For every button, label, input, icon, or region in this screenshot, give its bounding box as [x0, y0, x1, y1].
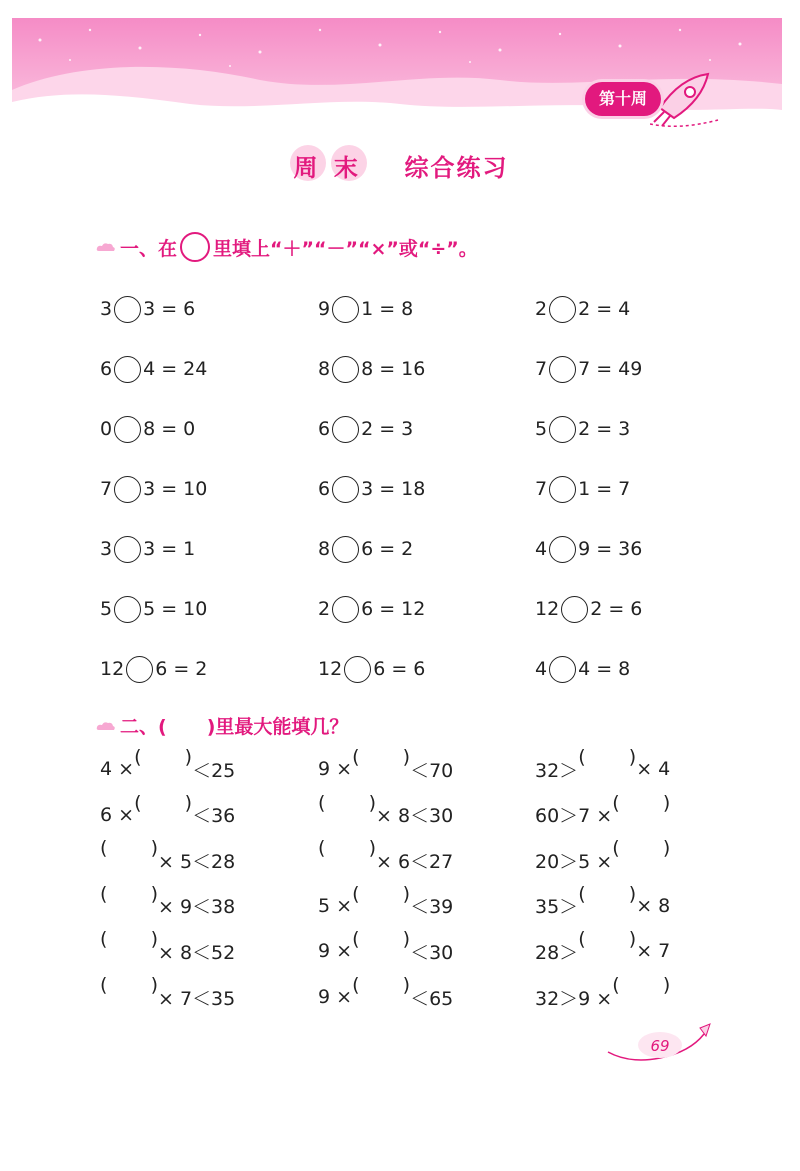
- operator-equation: [535, 294, 630, 324]
- page-title: [0, 148, 800, 183]
- operator-equation: [318, 474, 425, 504]
- answer-blank-paren[interactable]: [318, 804, 376, 826]
- answer-blank-paren[interactable]: [100, 849, 158, 871]
- equation-row: [0, 534, 800, 564]
- operand-right: 8 = 16: [361, 358, 426, 380]
- expression-prefix: 60＞7 ×: [535, 805, 613, 828]
- operator-equation: [535, 354, 642, 384]
- expression-prefix: 20＞5 ×: [535, 850, 613, 873]
- operand-left: 6: [100, 358, 113, 380]
- operator-equation: [535, 414, 630, 444]
- expression-suffix: ＜65: [410, 987, 454, 1010]
- answer-blank-paren[interactable]: [100, 986, 158, 1008]
- operator-blank-circle[interactable]: [114, 296, 141, 323]
- answer-blank-paren[interactable]: [318, 849, 376, 871]
- operand-right: 1 = 8: [361, 298, 414, 320]
- equation-row: [0, 294, 800, 324]
- operator-blank-circle[interactable]: [114, 536, 141, 563]
- title-char-2: 末: [334, 148, 360, 183]
- title-subtitle: 综合练习: [404, 154, 509, 182]
- operator-blank-circle[interactable]: [344, 656, 371, 683]
- expression-suffix: × 7＜35: [158, 987, 236, 1010]
- heading-circle-icon: [180, 232, 210, 262]
- answer-blank-paren[interactable]: [612, 804, 670, 826]
- expression-suffix: × 6＜27: [376, 850, 454, 873]
- operator-equation: [100, 534, 195, 564]
- operand-right: 1 = 7: [578, 478, 631, 500]
- inequality-expression: [100, 845, 235, 875]
- operator-equation: [535, 594, 642, 624]
- inequality-row: [0, 845, 800, 875]
- inequality-expression: [100, 754, 235, 784]
- expression-suffix: ＜25: [192, 759, 236, 782]
- answer-blank-paren[interactable]: [352, 940, 410, 962]
- operand-right: 6 = 2: [361, 538, 414, 560]
- inequality-row: [0, 982, 800, 1012]
- operand-right: 6 = 6: [373, 658, 426, 680]
- expression-suffix: ＜30: [410, 941, 454, 964]
- expression-prefix: 5 ×: [318, 894, 353, 917]
- operand-right: 2 = 3: [578, 418, 631, 440]
- inequality-expression: [318, 936, 453, 966]
- operator-equation: [100, 654, 207, 684]
- header-banner: [0, 0, 800, 130]
- operator-equation: [100, 354, 207, 384]
- operand-left: 6: [318, 478, 331, 500]
- operand-left: 12: [535, 598, 560, 620]
- operand-right: 2 = 4: [578, 298, 631, 320]
- expression-prefix: 6 ×: [100, 803, 135, 826]
- operand-right: 8 = 0: [143, 418, 196, 440]
- answer-blank-paren[interactable]: [578, 758, 636, 780]
- operand-left: 7: [535, 358, 548, 380]
- inequality-expression: [100, 936, 235, 966]
- operator-equation: [318, 654, 425, 684]
- expression-prefix: 9 ×: [318, 986, 353, 1008]
- answer-blank-paren[interactable]: [100, 895, 158, 917]
- equation-row: [0, 414, 800, 444]
- inequality-expression: [100, 982, 235, 1012]
- operator-equation: [535, 474, 630, 504]
- operator-blank-circle[interactable]: [332, 296, 359, 323]
- inequality-expression: [318, 845, 453, 875]
- operand-left: 4: [535, 658, 548, 680]
- operator-blank-circle[interactable]: [332, 476, 359, 503]
- inequality-expression: [100, 800, 235, 830]
- operand-left: 6: [318, 418, 331, 440]
- operator-blank-circle[interactable]: [332, 596, 359, 623]
- operator-equation: [100, 474, 207, 504]
- answer-blank-paren[interactable]: [100, 940, 158, 962]
- operator-blank-circle[interactable]: [126, 656, 153, 683]
- inequality-expression: [100, 891, 235, 921]
- expression-prefix: 28＞: [535, 941, 579, 964]
- expression-prefix: 9 ×: [318, 940, 353, 963]
- operator-equation: [318, 354, 425, 384]
- operand-right: 7 = 49: [578, 358, 643, 380]
- inequality-expression: [318, 800, 453, 830]
- inequality-row: [0, 891, 800, 921]
- operand-left: 7: [535, 478, 548, 500]
- week-badge: 第十周: [585, 82, 661, 116]
- operator-blank-circle[interactable]: [114, 596, 141, 623]
- operator-blank-circle[interactable]: [561, 596, 588, 623]
- page-number: 69: [650, 1037, 670, 1055]
- cloud-icon: [96, 241, 116, 253]
- title-char-1: 周: [293, 148, 319, 183]
- operator-blank-circle[interactable]: [332, 356, 359, 383]
- operand-left: 4: [535, 538, 548, 560]
- operand-left: 5: [535, 418, 548, 440]
- operand-right: 2 = 3: [361, 418, 414, 440]
- operator-equation: [100, 294, 195, 324]
- operator-blank-circle[interactable]: [549, 536, 576, 563]
- answer-blank-paren[interactable]: [352, 758, 410, 780]
- operand-right: 2 = 6: [590, 598, 643, 620]
- expression-suffix: × 8＜52: [158, 941, 236, 964]
- expression-suffix: × 8: [636, 894, 671, 917]
- cloud-icon: [96, 720, 116, 732]
- expression-suffix: × 8＜30: [376, 805, 454, 828]
- operand-left: 8: [318, 358, 331, 380]
- answer-blank-paren[interactable]: [612, 849, 670, 871]
- operator-blank-circle[interactable]: [332, 416, 359, 443]
- operator-blank-circle[interactable]: [114, 416, 141, 443]
- answer-blank-paren[interactable]: [352, 895, 410, 917]
- equation-row: [0, 474, 800, 504]
- operator-equation: [318, 294, 413, 324]
- operand-right: 3 = 6: [143, 298, 196, 320]
- operand-right: 6 = 2: [155, 658, 208, 680]
- operator-equation: [535, 654, 630, 684]
- operand-right: 3 = 10: [143, 478, 208, 500]
- operand-left: 12: [100, 658, 125, 680]
- answer-blank-paren[interactable]: [578, 895, 636, 917]
- inequality-expression: [535, 800, 670, 830]
- operand-left: 12: [318, 658, 343, 680]
- operator-blank-circle[interactable]: [549, 656, 576, 683]
- operand-left: 2: [318, 598, 331, 620]
- operand-right: 3 = 18: [361, 478, 426, 500]
- answer-blank-paren[interactable]: [134, 804, 192, 826]
- operand-left: 0: [100, 418, 113, 440]
- equation-row: [0, 354, 800, 384]
- inequality-expression: [318, 982, 453, 1012]
- operator-equation: [318, 414, 413, 444]
- answer-blank-paren[interactable]: [352, 986, 410, 1008]
- inequality-row: [0, 754, 800, 784]
- operand-right: 4 = 24: [143, 358, 208, 380]
- answer-blank-paren[interactable]: [612, 986, 670, 1008]
- expression-suffix: ＜39: [410, 896, 454, 919]
- expression-suffix: ＜70: [410, 759, 454, 782]
- operand-right: 5 = 10: [143, 598, 208, 620]
- operand-left: 3: [100, 538, 113, 560]
- operand-left: 5: [100, 598, 113, 620]
- operator-equation: [318, 594, 425, 624]
- answer-blank-paren[interactable]: [578, 940, 636, 962]
- operator-equation: [318, 534, 413, 564]
- operator-equation: [100, 594, 207, 624]
- equation-row: [0, 594, 800, 624]
- section-2-heading: 二、( )里最大能填几？: [96, 712, 348, 739]
- operand-left: 7: [100, 478, 113, 500]
- inequality-expression: [318, 754, 453, 784]
- operator-blank-circle[interactable]: [549, 476, 576, 503]
- inequality-expression: [535, 936, 670, 966]
- operand-right: 4 = 8: [578, 658, 631, 680]
- operand-right: 9 = 36: [578, 538, 643, 560]
- inequality-expression: [535, 845, 670, 875]
- expression-suffix: × 4: [636, 758, 671, 780]
- operator-blank-circle[interactable]: [549, 356, 576, 383]
- operand-left: 2: [535, 298, 548, 320]
- expression-suffix: ＜36: [192, 805, 236, 828]
- operator-blank-circle[interactable]: [549, 296, 576, 323]
- expression-prefix: 32＞: [535, 759, 579, 782]
- answer-blank-paren[interactable]: [134, 758, 192, 780]
- operand-right: 3 = 1: [143, 538, 196, 560]
- inequality-expression: [535, 754, 670, 784]
- inequality-expression: [535, 982, 670, 1012]
- operator-blank-circle[interactable]: [114, 356, 141, 383]
- operator-blank-circle[interactable]: [549, 416, 576, 443]
- section-1-heading: 一、在 里填上“＋”“－”“×”或“÷”。: [96, 232, 478, 262]
- expression-suffix: × 7: [636, 940, 671, 963]
- expression-prefix: 35＞: [535, 896, 579, 919]
- operator-equation: [535, 534, 642, 564]
- operator-equation: [100, 414, 195, 444]
- operand-left: 9: [318, 298, 331, 320]
- operand-left: 8: [318, 538, 331, 560]
- operand-right: 6 = 12: [361, 598, 426, 620]
- inequality-expression: [535, 891, 670, 921]
- inequality-row: [0, 936, 800, 966]
- inequality-row: [0, 800, 800, 830]
- expression-prefix: 9 ×: [318, 758, 353, 780]
- operand-left: 3: [100, 298, 113, 320]
- expression-suffix: × 5＜28: [158, 850, 236, 873]
- operator-blank-circle[interactable]: [114, 476, 141, 503]
- expression-prefix: 4 ×: [100, 758, 135, 780]
- operator-blank-circle[interactable]: [332, 536, 359, 563]
- equation-row: [0, 654, 800, 684]
- expression-prefix: 32＞9 ×: [535, 987, 613, 1010]
- expression-suffix: × 9＜38: [158, 896, 236, 919]
- inequality-expression: [318, 891, 453, 921]
